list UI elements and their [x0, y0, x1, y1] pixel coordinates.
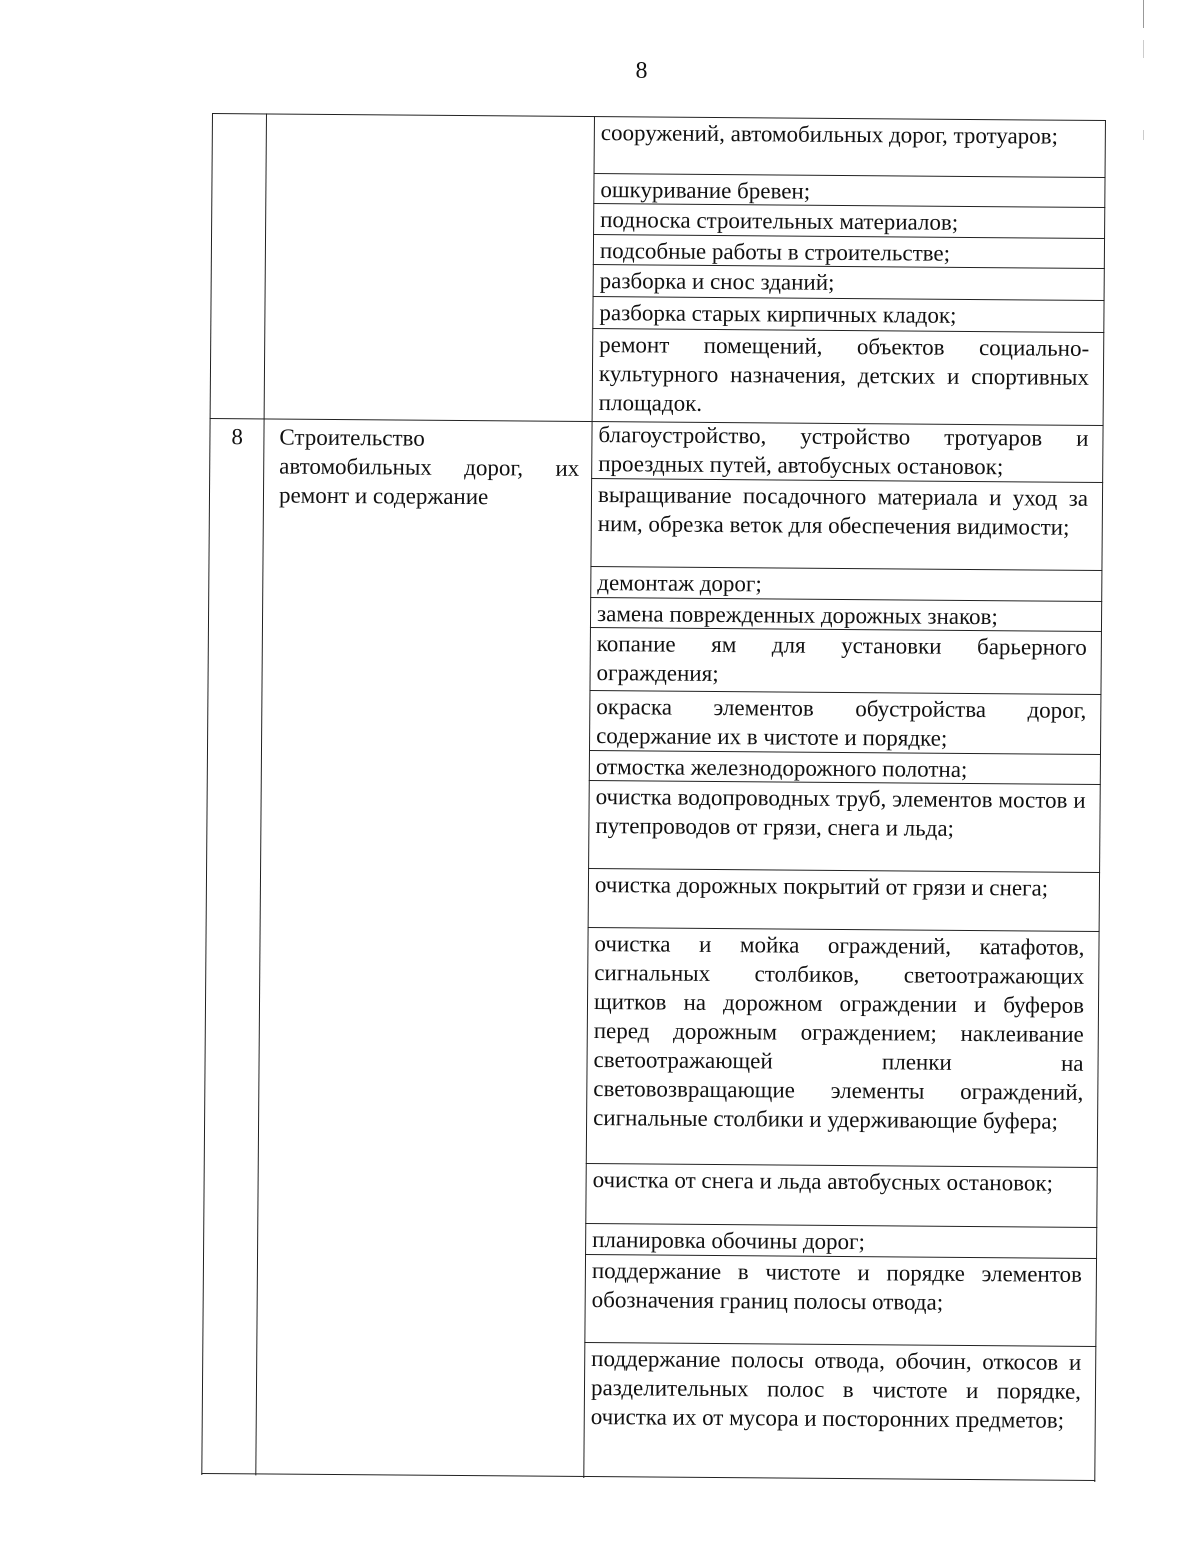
- column-divider-number: [255, 113, 267, 1475]
- work-item: благоустройство, устройство тротуаров и проездных путей, автобусных остановок;: [598, 422, 1089, 480]
- category-name: Строительство автомобильных дорог, их ремонт и содержание: [278, 424, 580, 510]
- table-border-right: [1094, 120, 1106, 1482]
- work-item: ошкуривание бревен;: [600, 177, 811, 204]
- page-number: 8: [635, 58, 648, 84]
- work-item: поддержание полосы отвода, обочин, откосов и разделительных полос в чистоте и порядке, очистка их от мусора и посторонних предметов;: [590, 1346, 1082, 1433]
- scan-mark: [1143, 0, 1144, 28]
- work-item: очистка водопроводных труб, элементов мостов и путепроводов от грязи, снега и льда;: [595, 784, 1086, 841]
- work-item: поддержание в чистоте и порядке элементов обозначения границ полосы отвода;: [591, 1258, 1083, 1315]
- work-item: копание ям для установки барьерного ограждения;: [596, 631, 1087, 686]
- work-item: подноска строительных материалов;: [600, 207, 959, 235]
- work-item: очистка и мойка ограждений, катафотов, сигнальных столбиков, светоотражающих щитков на дорожном ограждении и буферов перед дорожным ограждением; наклеивание светоотражающей пленки на световозвращающие элементы ограждений, сигнальные столбики и удерживающие буфера;: [593, 931, 1085, 1134]
- work-item: подсобные работы в строительстве;: [599, 238, 951, 266]
- work-item: разборка и снос зданий;: [599, 268, 835, 295]
- work-item: замена поврежденных дорожных знаков;: [596, 601, 998, 630]
- work-item: очистка от снега и льда автобусных остановок;: [592, 1167, 1054, 1196]
- work-item: ремонт помещений, объектов социально-культурного назначения, детских и спортивных площадок.: [598, 332, 1090, 416]
- work-item: выращивание посадочного материала и уход за ним, обрезка веток для обеспечения видимости;: [597, 482, 1089, 540]
- work-item: сооружений, автомобильных дорог, тротуаров;: [600, 120, 1059, 149]
- table-border-bottom: [201, 1473, 1095, 1481]
- works-table: [201, 113, 1106, 1482]
- scan-mark: [1143, 130, 1144, 140]
- work-item: окраска элементов обустройства дорог, содержание их в чистоте и порядке;: [596, 694, 1087, 751]
- work-item: отмостка железнодорожного полотна;: [595, 754, 968, 782]
- table-border-left: [201, 113, 213, 1475]
- work-item: очистка дорожных покрытий от грязи и снега;: [594, 872, 1049, 901]
- scan-mark: [1143, 40, 1144, 58]
- row-number: 8: [231, 424, 244, 450]
- work-item: планировка обочины дорог;: [592, 1227, 866, 1255]
- work-item: разборка старых кирпичных кладок;: [599, 300, 957, 328]
- work-item: демонтаж дорог;: [597, 570, 762, 597]
